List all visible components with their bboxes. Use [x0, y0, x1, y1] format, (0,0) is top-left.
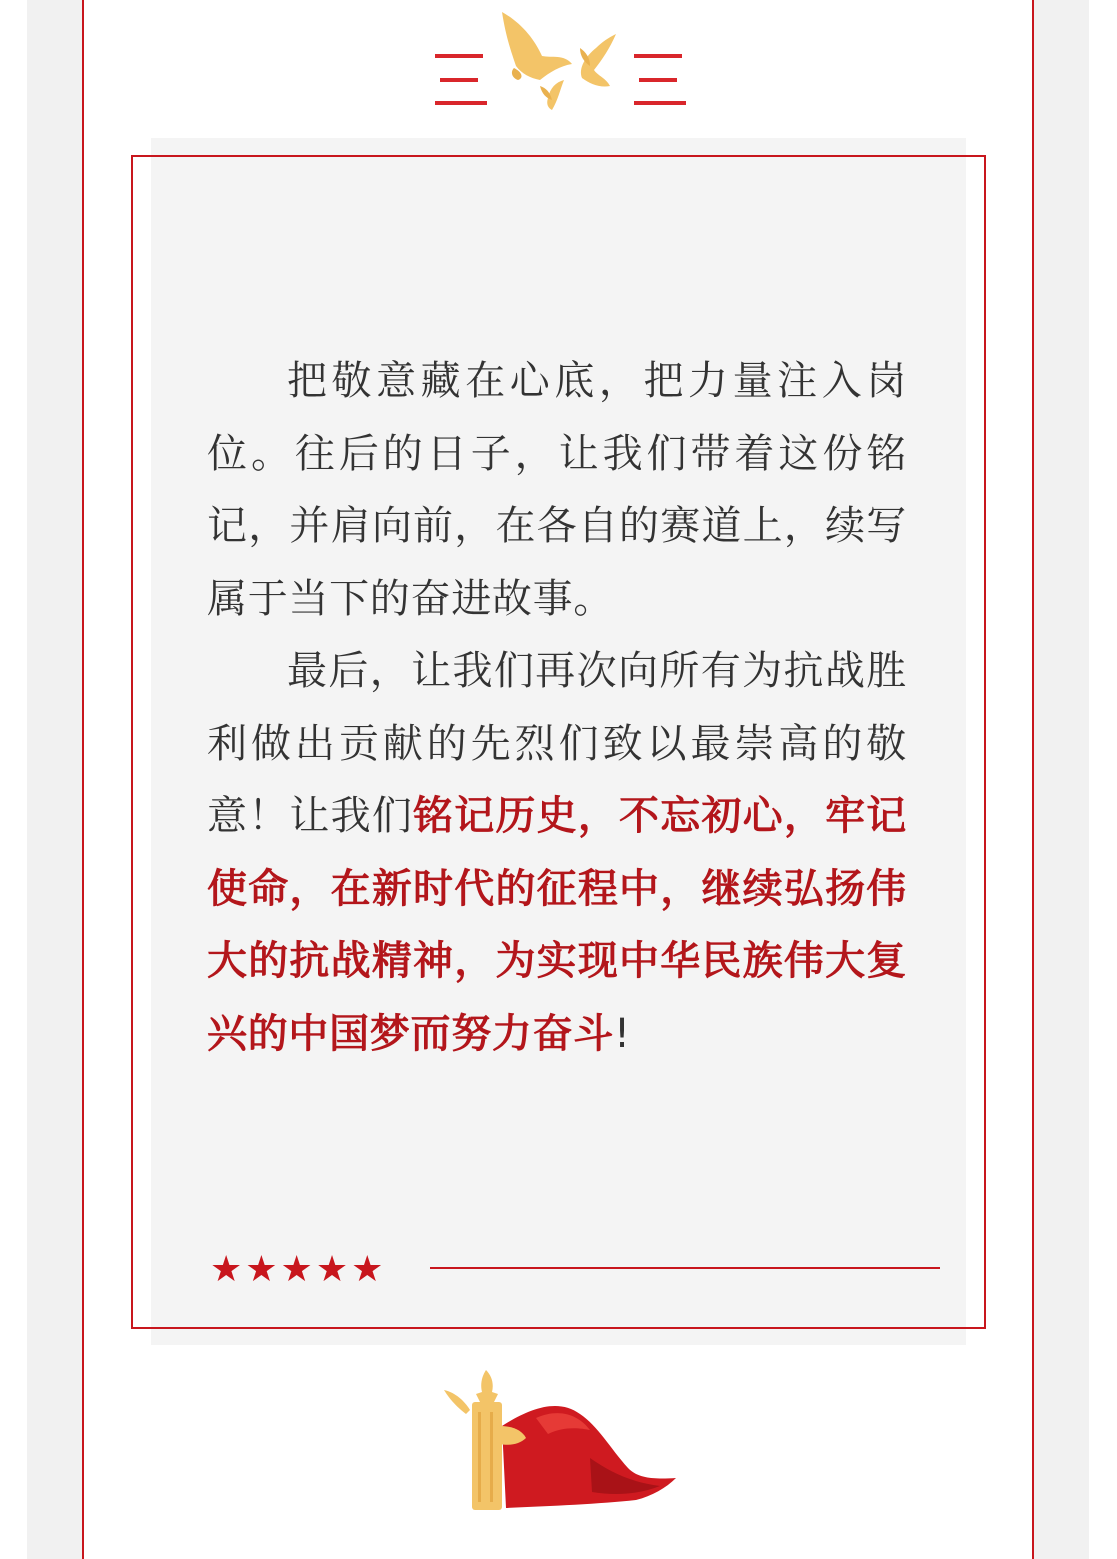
divider-line [430, 1267, 940, 1269]
star-divider [210, 1250, 940, 1290]
paragraph-2 [207, 635, 907, 1070]
paragraph-2-lead: 最后，让我们再次向所有为抗战胜利做出贡献的先烈们致以最崇高的敬意！让我们 [207, 648, 907, 839]
paragraph-1: 把敬意藏在心底，把力量注入岗位。往后的日子，让我们带着这份铭记，并肩向前，在各自的赛道上，续写属于当下的奋进故事。 [207, 358, 907, 622]
doves-icon [430, 8, 690, 118]
article-body [207, 345, 907, 1070]
star-icon: ★★★★★ [210, 1249, 387, 1290]
left-border-line [82, 0, 84, 1559]
right-border-line [1032, 0, 1034, 1559]
huabiao-flag-icon [440, 1368, 680, 1510]
left-side-strip [27, 0, 82, 1559]
paragraph-2-end: ! [614, 1010, 631, 1057]
right-side-strip [1034, 0, 1089, 1559]
paragraph-2-emphasis: 铭记历史，不忘初心，牢记使命，在新时代的征程中，继续弘扬伟大的抗战精神，为实现中华民族伟大复兴的中国梦而努力奋斗 [207, 793, 907, 1057]
